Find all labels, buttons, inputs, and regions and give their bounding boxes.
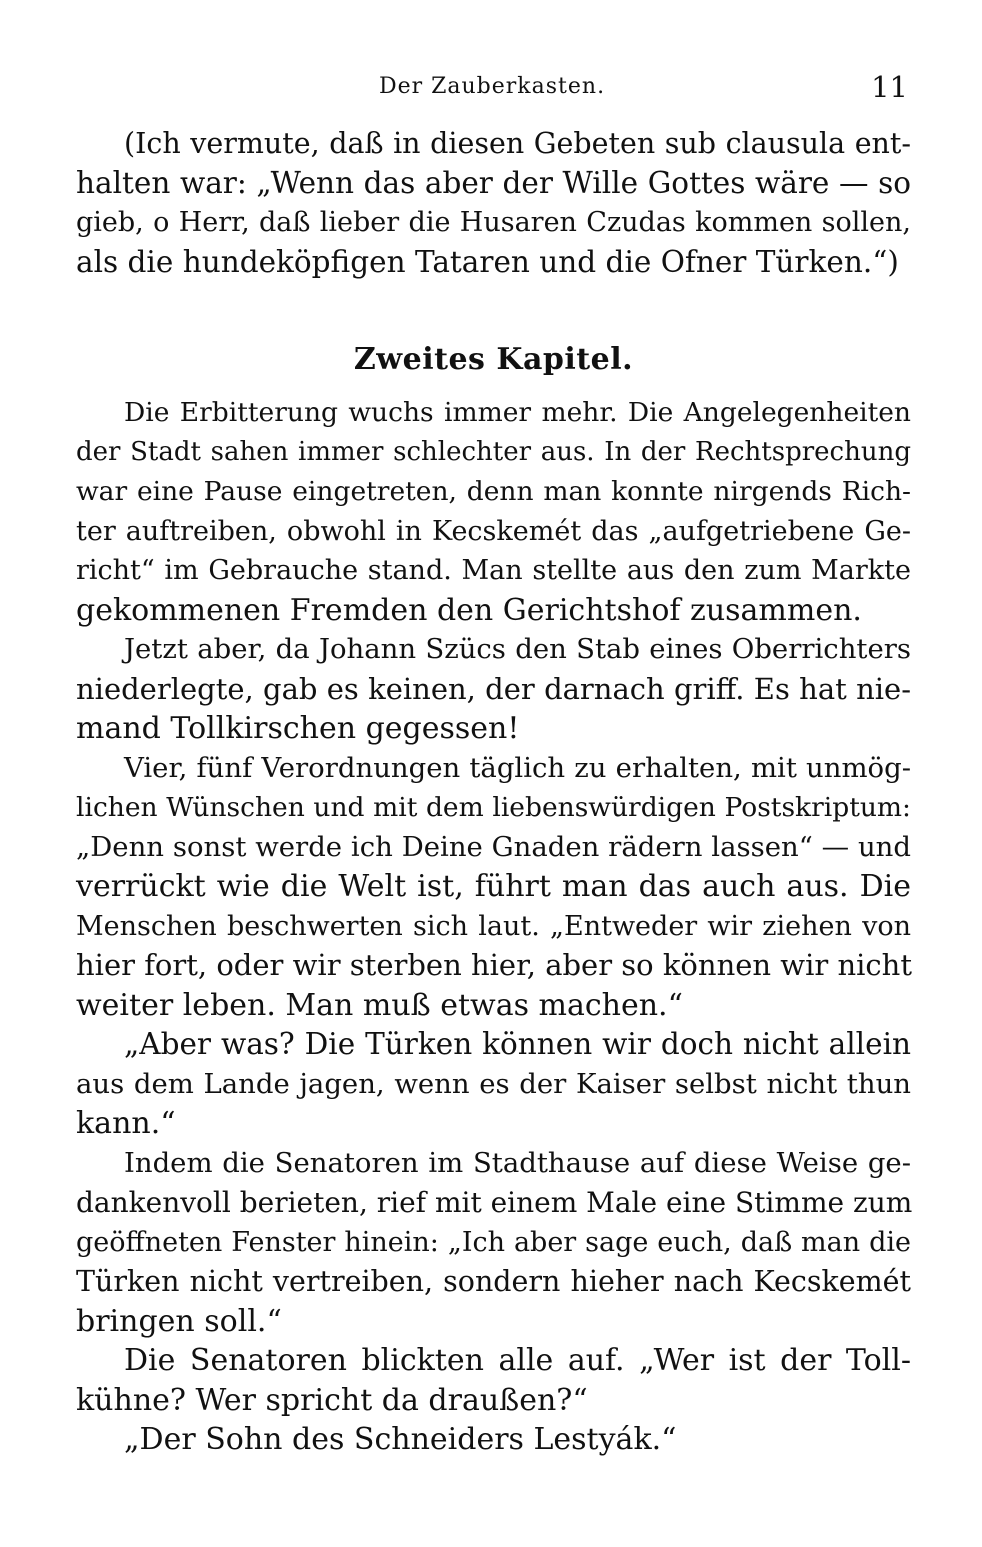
text-line: Die Senatoren blickten alle auf. „Wer ist der Toll- [124, 1343, 911, 1378]
text-line: Die Erbitterung wuchs immer mehr. Die Angelegenheiten [124, 397, 911, 428]
text-line: Indem die Senatoren im Stadthause auf diese Weise ge- [124, 1146, 911, 1179]
text-line: aus dem Lande jagen, wenn es der Kaiser selbst nicht thun [76, 1067, 911, 1100]
text-line: geöffneten Fenster hinein: „Ich aber sage euch, daß man die [76, 1226, 911, 1258]
paragraph [76, 749, 911, 1026]
text-line: Menschen beschwerten sich laut. „Entweder wir ziehen von [76, 910, 911, 942]
paragraph [76, 1420, 911, 1460]
text-line: bringen soll.“ [76, 1303, 282, 1339]
text-line: niederlegte, gab es keinen, der darnach griff. Es hat nie- [76, 671, 911, 706]
text-line: „Denn sonst werde ich Deine Gnaden rädern lassen“ — und [76, 830, 911, 863]
text-line: lichen Wünschen und mit dem liebenswürdigen Postskriptum: [76, 792, 911, 823]
text-line: hier fort, oder wir sterben hier, aber so können wir nicht [76, 948, 913, 982]
text-line: „Aber was? Die Türken können wir doch nicht allein [124, 1027, 911, 1061]
chapter-heading: Zweites Kapitel. [353, 342, 634, 377]
text-line: war eine Pause eingetreten, denn man konnte nirgends Rich- [76, 476, 911, 507]
text-line: gieb, o Herr, daß lieber die Husaren Czudas kommen sollen, [76, 207, 911, 238]
paragraph [76, 1341, 911, 1420]
running-head [76, 70, 908, 108]
text-line: der Stadt sahen immer schlechter aus. In der Rechtsprechung [76, 436, 911, 467]
text-line: als die hundeköpfigen Tataren und die Ofner Türken.“) [76, 244, 899, 279]
text-line: Vier, fünf Verordnungen täglich zu erhalten, mit unmög- [124, 751, 911, 784]
text-line: gekommenen Fremden den Gerichtshof zusammen. [76, 592, 862, 628]
text-line: halten war: „Wenn das aber der Wille Gottes wäre — so [76, 165, 911, 200]
body-text [76, 124, 911, 1460]
paragraph [76, 630, 911, 749]
paragraph [76, 124, 911, 282]
paragraph [76, 393, 911, 630]
text-line: „Der Sohn des Schneiders Lestyák.“ [124, 1422, 677, 1457]
text-line: (Ich vermute, daß in diesen Gebeten sub clausula ent- [124, 127, 911, 160]
page-number: 11 [871, 70, 908, 104]
text-line: verrückt wie die Welt ist, führt man das auch aus. Die [76, 869, 911, 904]
text-line: weiter leben. Man muß etwas machen.“ [76, 987, 683, 1023]
text-line: dankenvoll berieten, rief mit einem Male eine Stimme zum [76, 1186, 913, 1219]
text-line: Jetzt aber, da Johann Szücs den Stab eines Oberrichters [124, 633, 911, 665]
running-title: Der Zauberkasten. [378, 74, 606, 99]
paragraph [76, 1144, 911, 1342]
text-line: richt“ im Gebrauche stand. Man stellte aus den zum Markte [76, 555, 911, 586]
text-line: mand Tollkirschen gegessen! [76, 711, 520, 746]
text-line: ter auftreiben, obwohl in Kecskemét das „aufgetriebene Ge- [76, 515, 911, 547]
text-line: kann.“ [76, 1106, 176, 1141]
text-line: Türken nicht vertreiben, sondern hieher nach Kecskemét [76, 1265, 911, 1298]
paragraph [76, 1025, 911, 1144]
text-line: kühne? Wer spricht da draußen?“ [76, 1382, 588, 1418]
